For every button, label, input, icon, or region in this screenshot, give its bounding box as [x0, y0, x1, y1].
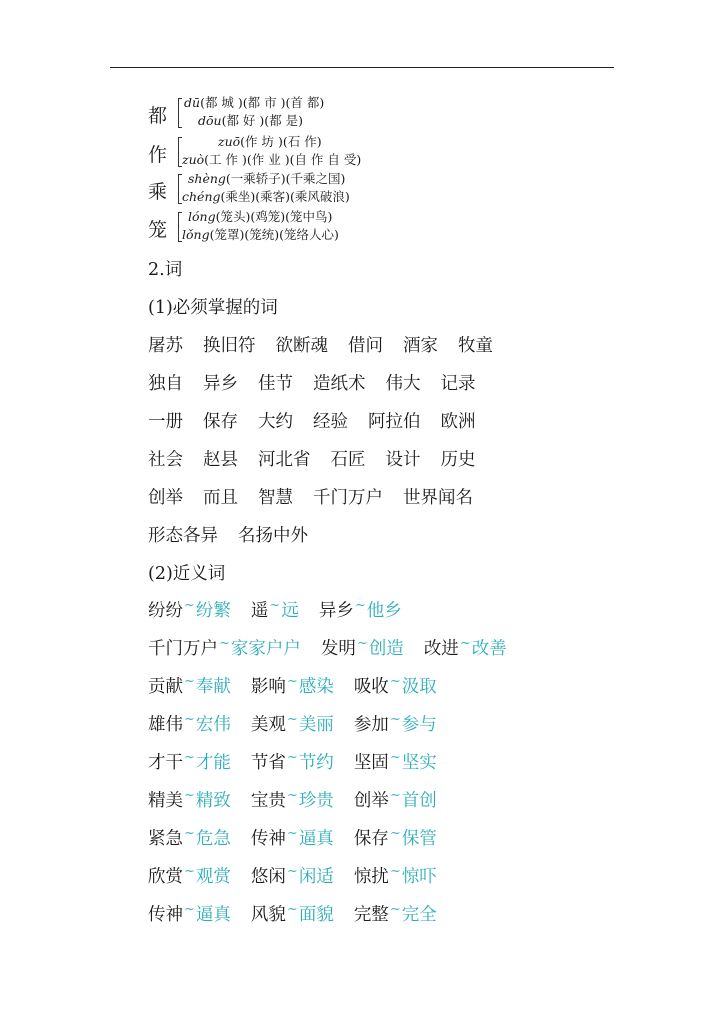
synonym-pair [354, 904, 437, 928]
synonym-pair [354, 714, 437, 738]
poly-reading [182, 190, 350, 204]
tilde-mark: ~ [184, 864, 195, 879]
poly-reading [198, 114, 303, 128]
reading-words: (笼头)(鸡笼)(笼中鸟) [215, 209, 333, 224]
reading-words: (工 作 )(作 业 )(自 作 自 受) [204, 152, 362, 167]
synonym-word: 风貌 [250, 905, 286, 925]
synonym-word: 贡献 [148, 677, 183, 697]
synonym-pair [251, 600, 299, 624]
poly-reading [184, 96, 324, 110]
synonym-answer: 逼真 [195, 905, 231, 925]
word-row [148, 525, 328, 547]
vocab-word: 换旧符 [203, 336, 256, 356]
pinyin: zuō [218, 134, 241, 149]
poly-reading [182, 228, 339, 242]
poly-reading [188, 210, 332, 224]
synonym-answer: 美丽 [298, 715, 334, 735]
tilde-mark: ~ [389, 674, 401, 689]
tilde-mark: ~ [269, 598, 281, 613]
header-rule [110, 67, 614, 68]
tilde-mark: ~ [286, 674, 298, 689]
synonym-word: 传神 [250, 829, 286, 849]
vocab-word: 欲断魂 [275, 336, 328, 356]
word-row [148, 487, 493, 509]
synonym-pair [148, 790, 231, 814]
synonym-answer: 宏伟 [195, 715, 231, 735]
vocab-word: 历史 [440, 450, 476, 470]
word-row [148, 373, 496, 395]
synonym-answer: 他乡 [366, 601, 402, 621]
tilde-mark: ~ [184, 902, 195, 917]
synonym-pair [251, 752, 334, 776]
synonym-pair [148, 866, 231, 890]
synonym-pair [354, 752, 437, 776]
synonym-word: 改进 [423, 639, 459, 659]
synonym-answer: 完全 [401, 905, 437, 925]
synonym-row [148, 904, 457, 928]
synonym-pair [251, 714, 334, 738]
tilde-mark: ~ [184, 750, 195, 765]
vocab-word: 造纸术 [313, 374, 366, 394]
synonym-word: 遥 [250, 601, 269, 621]
reading-words: (笼罩)(笼统)(笼络人心) [209, 227, 339, 242]
synonym-row [148, 638, 527, 662]
vocab-word: 社会 [148, 450, 183, 470]
synonym-answer: 珍贵 [298, 791, 334, 811]
synonym-pair [354, 790, 437, 814]
synonym-word: 坚固 [353, 753, 389, 773]
subsection-heading-synonyms: (2)近义词 [148, 564, 226, 584]
pinyin: zuò [182, 152, 205, 167]
reading-words: (都 好 )(都 是) [221, 113, 304, 128]
synonym-pair [251, 904, 334, 928]
synonym-answer: 参与 [401, 715, 437, 735]
vocab-word: 形态各异 [148, 526, 218, 546]
vocab-word: 名扬中外 [238, 526, 308, 546]
pinyin: chéng [182, 189, 221, 204]
synonym-answer: 观赏 [195, 867, 231, 887]
vocab-word: 石匠 [330, 450, 366, 470]
synonym-answer: 惊吓 [401, 867, 437, 887]
tilde-mark: ~ [286, 712, 298, 727]
synonym-row [148, 676, 457, 700]
vocab-word: 智慧 [258, 488, 293, 508]
synonym-answer: 精致 [195, 791, 231, 811]
tilde-mark: ~ [389, 712, 401, 727]
synonym-word: 雄伟 [148, 715, 183, 735]
vocab-word: 屠苏 [148, 336, 183, 356]
synonym-answer: 危急 [195, 829, 231, 849]
synonym-row [148, 828, 457, 852]
word-row [148, 335, 513, 357]
synonym-answer: 家家户户 [230, 639, 301, 659]
synonym-word: 惊扰 [353, 867, 389, 887]
synonym-answer: 才能 [195, 753, 231, 773]
synonym-answer: 远 [281, 601, 299, 621]
word-row [148, 411, 496, 433]
pinyin: lǒng [182, 227, 210, 242]
poly-char: 作 [148, 144, 168, 166]
synonym-pair [319, 600, 402, 624]
synonym-word: 吸收 [353, 677, 389, 697]
synonym-answer: 奉献 [195, 677, 231, 697]
tilde-mark: ~ [219, 636, 230, 651]
synonym-answer: 节约 [298, 753, 334, 773]
tilde-mark: ~ [459, 636, 471, 651]
synonym-pair [251, 866, 334, 890]
synonym-word: 异乡 [318, 601, 354, 621]
tilde-mark: ~ [184, 788, 195, 803]
vocab-word: 保存 [203, 412, 238, 432]
synonym-pair [148, 638, 301, 662]
pinyin: shèng [188, 171, 226, 186]
poly-char: 笼 [148, 219, 168, 241]
synonym-word: 美观 [250, 715, 286, 735]
synonym-pair [148, 828, 231, 852]
synonym-word: 节省 [250, 753, 286, 773]
tilde-mark: ~ [356, 636, 368, 651]
vocab-word: 异乡 [203, 374, 238, 394]
vocab-word: 借问 [348, 336, 383, 356]
tilde-mark: ~ [286, 864, 298, 879]
poly-char: 都 [148, 105, 168, 127]
synonym-pair [148, 752, 231, 776]
synonym-answer: 逼真 [298, 829, 334, 849]
synonym-answer: 创造 [368, 639, 404, 659]
poly-char: 乘 [148, 181, 168, 203]
synonym-answer: 纷繁 [195, 601, 231, 621]
vocab-word: 记录 [440, 374, 476, 394]
synonym-row [148, 714, 457, 738]
poly-reading [182, 153, 361, 167]
vocab-word: 创举 [148, 488, 183, 508]
tilde-mark: ~ [389, 788, 401, 803]
tilde-mark: ~ [354, 598, 366, 613]
synonym-word: 精美 [148, 791, 183, 811]
synonym-word: 保存 [353, 829, 389, 849]
synonym-row [148, 600, 422, 624]
synonym-pair [354, 866, 437, 890]
synonym-pair [251, 790, 334, 814]
vocab-word: 赵县 [203, 450, 238, 470]
synonym-row [148, 752, 457, 776]
tilde-mark: ~ [286, 788, 298, 803]
reading-words: (乘坐)(乘客)(乘风破浪) [220, 189, 350, 204]
tilde-mark: ~ [286, 902, 298, 917]
vocab-word: 酒家 [403, 336, 438, 356]
vocab-word: 而且 [203, 488, 238, 508]
vocab-word: 河北省 [258, 450, 311, 470]
brace [178, 98, 183, 128]
pinyin: dū [184, 95, 201, 110]
synonym-word: 创举 [353, 791, 389, 811]
synonym-answer: 首创 [401, 791, 437, 811]
word-row [148, 449, 496, 471]
pinyin: lóng [188, 209, 216, 224]
synonym-word: 传神 [148, 905, 183, 925]
synonym-answer: 保管 [401, 829, 437, 849]
synonym-word: 参加 [353, 715, 389, 735]
poly-reading [218, 135, 322, 149]
subsection-heading-must-master: (1)必须掌握的词 [148, 298, 278, 318]
synonym-word: 千门万户 [148, 639, 218, 659]
synonym-answer: 改善 [471, 639, 507, 659]
tilde-mark: ~ [389, 902, 401, 917]
synonym-answer: 闲适 [298, 867, 334, 887]
synonym-pair [148, 714, 231, 738]
synonym-word: 欣赏 [148, 867, 183, 887]
vocab-word: 阿拉伯 [368, 412, 421, 432]
tilde-mark: ~ [184, 826, 195, 841]
vocab-word: 千门万户 [313, 488, 383, 508]
tilde-mark: ~ [286, 750, 298, 765]
synonym-pair [148, 600, 231, 624]
tilde-mark: ~ [184, 674, 195, 689]
synonym-pair [424, 638, 507, 662]
synonym-answer: 感染 [298, 677, 334, 697]
synonym-answer: 坚实 [401, 753, 437, 773]
vocab-word: 大约 [258, 412, 293, 432]
synonym-pair [251, 676, 334, 700]
synonym-word: 纷纷 [148, 601, 183, 621]
vocab-word: 佳节 [258, 374, 293, 394]
tilde-mark: ~ [389, 864, 401, 879]
synonym-word: 紧急 [148, 829, 183, 849]
vocab-word: 伟大 [385, 374, 421, 394]
vocab-word: 设计 [385, 450, 421, 470]
tilde-mark: ~ [389, 750, 401, 765]
vocab-word: 一册 [148, 412, 183, 432]
section-heading-words: 2.词 [148, 260, 183, 280]
poly-reading [188, 172, 345, 186]
vocab-word: 独自 [148, 374, 183, 394]
synonym-word: 影响 [250, 677, 286, 697]
vocab-word: 世界闻名 [403, 488, 473, 508]
synonym-word: 完整 [353, 905, 389, 925]
pinyin: dōu [198, 113, 222, 128]
synonym-answer: 汲取 [401, 677, 437, 697]
synonym-word: 悠闲 [250, 867, 286, 887]
synonym-pair [251, 828, 334, 852]
tilde-mark: ~ [286, 826, 298, 841]
synonym-word: 发明 [320, 639, 356, 659]
tilde-mark: ~ [184, 712, 195, 727]
synonym-pair [148, 904, 231, 928]
synonym-answer: 面貌 [298, 905, 334, 925]
synonym-word: 才干 [148, 753, 183, 773]
synonym-pair [321, 638, 404, 662]
reading-words: (一乘轿子)(千乘之国) [225, 171, 346, 186]
vocab-word: 牧童 [458, 336, 493, 356]
tilde-mark: ~ [389, 826, 401, 841]
synonym-pair [354, 676, 437, 700]
synonym-row [148, 866, 457, 890]
synonym-row [148, 790, 457, 814]
vocab-word: 经验 [313, 412, 348, 432]
vocab-word: 欧洲 [440, 412, 476, 432]
tilde-mark: ~ [184, 598, 195, 613]
reading-words: (都 城 )(都 市 )(首 都) [200, 95, 325, 110]
synonym-pair [354, 828, 437, 852]
reading-words: (作 坊 )(石 作) [240, 134, 322, 149]
synonym-pair [148, 676, 231, 700]
synonym-word: 宝贵 [250, 791, 286, 811]
